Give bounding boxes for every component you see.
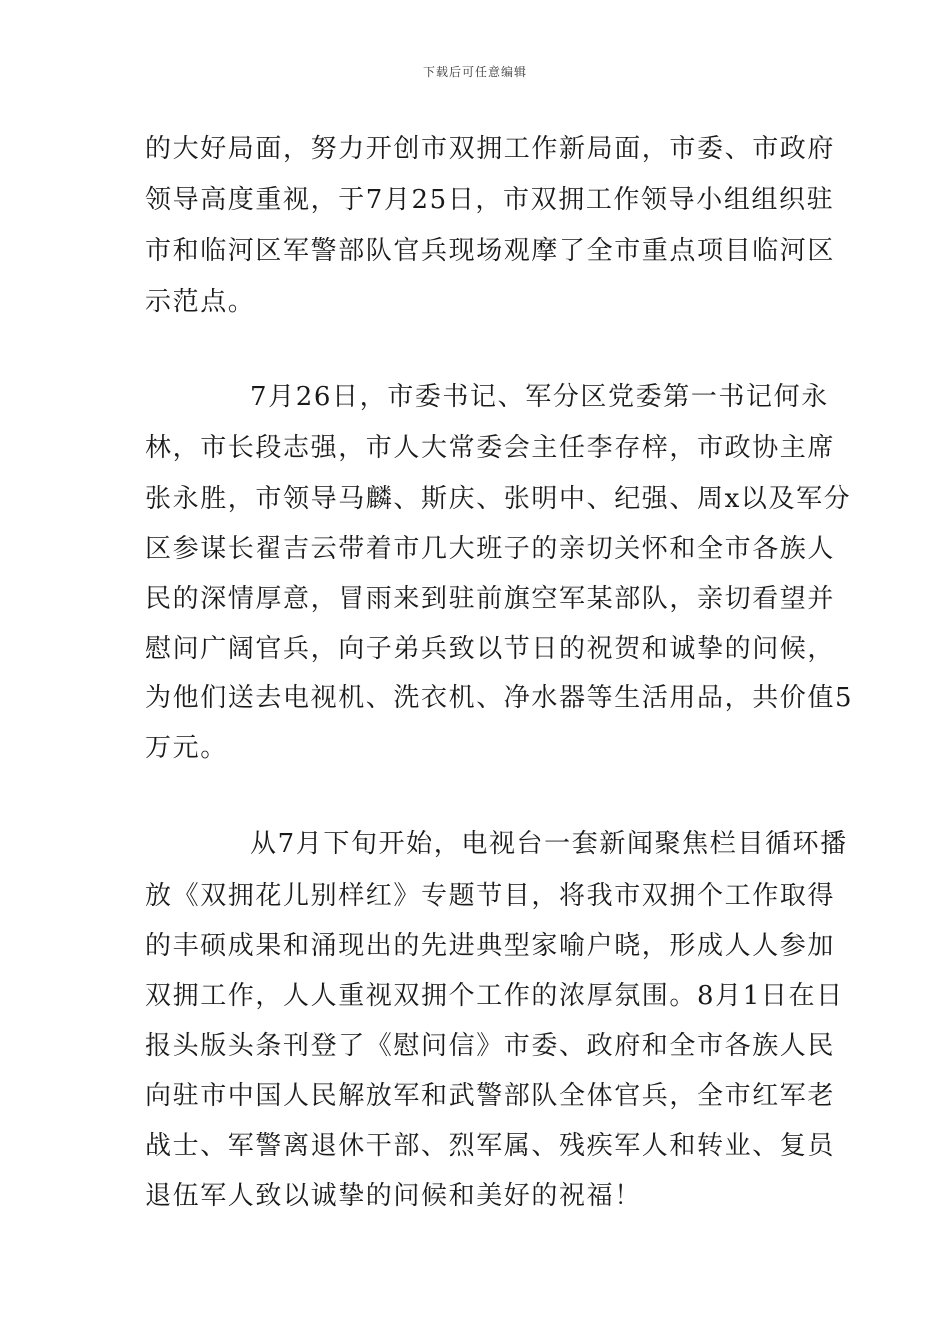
paragraph-line: 示范点。 (145, 287, 256, 317)
paragraph-line: 报头版头条刊登了《慰问信》市委、政府和全市各族人民 (145, 1031, 836, 1061)
paragraph-line: 市和临河区军警部队官兵现场观摩了全市重点项目临河区 (145, 236, 836, 266)
paragraph-line: 从7月下旬开始，电视台一套新闻聚焦栏目循环播 (250, 829, 848, 859)
paragraph-line: 的大好局面，努力开创市双拥工作新局面，市委、市政府 (145, 134, 836, 164)
paragraph-line: 7月26日，市委书记、军分区党委第一书记何永 (250, 382, 829, 412)
paragraph-line: 放《双拥花儿别样红》专题节目，将我市双拥个工作取得 (145, 881, 836, 911)
paragraph-line: 林，市长段志强，市人大常委会主任李存梓，市政协主席 (145, 433, 836, 463)
paragraph-line: 张永胜，市领导马麟、斯庆、张明中、纪强、周x以及军分 (145, 484, 852, 514)
paragraph-line: 领导高度重视，于7月25日，市双拥工作领导小组组织驻 (145, 185, 835, 215)
paragraph-line: 区参谋长翟吉云带着市几大班子的亲切关怀和全市各族人 (145, 534, 836, 564)
paragraph-line: 为他们送去电视机、洗衣机、净水器等生活用品，共价值5 (145, 683, 854, 713)
paragraph-line: 向驻市中国人民解放军和武警部队全体官兵，全市红军老 (145, 1081, 836, 1111)
paragraph-line: 民的深情厚意，冒雨来到驻前旗空军某部队，亲切看望并 (145, 584, 836, 614)
paragraph-line: 双拥工作，人人重视双拥个工作的浓厚氛围。8月1日在日 (145, 981, 844, 1011)
paragraph-line: 的丰硕成果和涌现出的先进典型家喻户晓，形成人人参加 (145, 931, 836, 961)
paragraph-line: 慰问广阔官兵，向子弟兵致以节日的祝贺和诚挚的问候， (145, 634, 836, 664)
paragraph-line: 万元。 (145, 733, 228, 763)
paragraph-line: 退伍军人致以诚挚的问候和美好的祝福！ (145, 1181, 642, 1211)
paragraph-line: 战士、军警离退休干部、烈军属、残疾军人和转业、复员 (145, 1131, 836, 1161)
page-header: 下载后可任意编辑 (422, 65, 527, 79)
